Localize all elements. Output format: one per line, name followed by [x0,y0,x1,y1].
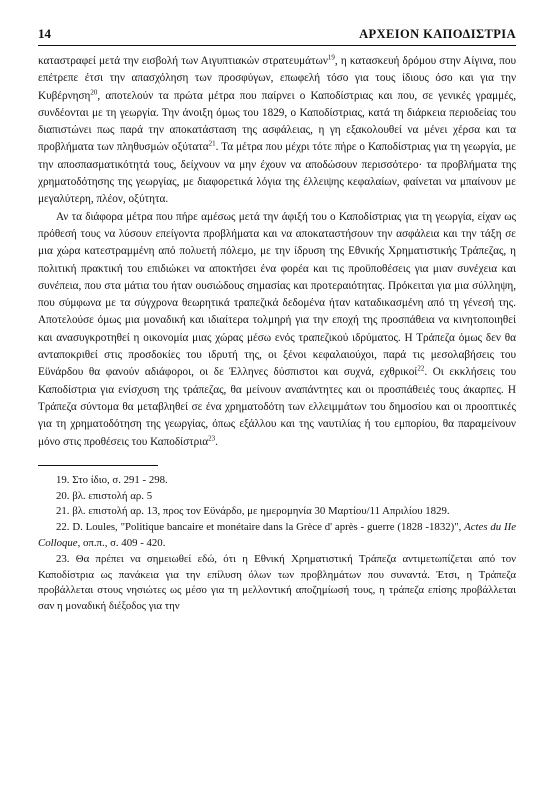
text-run: , οπ.π., σ. 409 - 420. [77,537,166,550]
text-run: , αποτελούν τα πρώτα μέτρα που παίρνει ο Καποδίστριας και που, σε γενικές γραμμές, συνδέονται με τη γεωργία. Την άνοιξη όμως του 1829, ο Καποδίστριας, κατά τη διάρκεια περιοδείας του διαπιστώνει πως παρά την αποκατάσταση της ασφάλειας, η γη εξακολουθεί να μένει χέρσα και τα προβλήματα των πληθυσμών οξύτατα [38,89,516,154]
page-number: 14 [38,26,51,41]
footnote-ref-22: 22 [417,364,425,373]
footnote-19: 19. Στο ίδιο, σ. 291 - 298. [56,473,168,486]
body-text [38,53,516,451]
body-paragraph-2 [38,209,516,451]
text-run: . Τα μέτρα που μέχρι τότε πήρε ο Καποδίστριας για τη γεωργία, με την αποσπασματικότητά τους, δείχνουν να μην έχουν να αποδώσουν περισσότερο· τα προβλήματα της χρηματοδότησης της γεωργίας, με διαφορετικά λόγια της έλλειψης κεφαλαίων, φαίνεται να μπαίνουν με μεγαλύτερη, πλέον, οξύτητα. [38,141,516,206]
footnote-ref-21: 21 [208,139,216,148]
italic-title: Actes du IIe Colloque [38,521,516,550]
text-run: Αν τα διάφορα μέτρα που πήρε αμέσως μετά την άφιξή του ο Καποδίστριας για τη γεωργία, είχαν ως πρόθεσή τους να λύσουν επείγοντα προβλήματα και να αποκαταστήσουν την ασφάλεια και την τάξη σε μια χώρα κατεστραμμένη από πολυετή πόλεμο, με την ίδρυση της Εθνικής Χρηματιστικής Τράπεζας, η πολιτική πρακτική του επιδιώκει να αποκτήσει ένα φορέα και τις προϋποθέσεις για μιαν συνέχεια και συνέπεια, που στα μάτια του ήταν ουσιώδους σημασίας και προτεραιότητας. Πρόκειται για μια σύλληψη, που σύμφωνα με τα σύγχρονα θεωρητικά τραπεζικά δεδομένα ήταν καταδικασμένη από τη γένεσή της. Αποτελούσε όμως μια μοναδική και ιδιαίτερα τολμηρή για την εποχή της προσπάθεια να κινητοποιηθεί και ανασυγκροτηθεί η οικονομία μιας χώρας μέσω ενός τραπεζικού ιδρύματος. Η Τράπεζα όμως δεν θα ανταποκριθεί στις προσδοκίες του ιδρυτή της, οι ξένοι κεφαλαιούχοι, παρά τις μεσολαβήσεις του Εϋνάρδου θα φανούν αδιάφοροι, οι δε Έλληνες δύσπιστοι και συχνά, εχθρικοί [38,210,516,379]
footnote-21: 21. βλ. επιστολή αρ. 13, προς τον Εϋνάρδο, με ημερομηνία 30 Μαρτίου/11 Απριλίου 1829. [56,505,450,518]
text-run: 22. D. Loules, "Politique bancaire et monétaire dans la Grèce d' après - guerre (1828 -1832)", [56,521,465,534]
text-run: . Οι εκκλήσεις του Καποδίστρια για ενίσχυση της τράπεζας, θα μείνουν αναπάντητες και οι προσπάθειές τους άκαρπες. Η Τράπεζα σύντομα θα μεταβληθεί σε ένα χρηματοδότη των ελλειμμάτων του δημοσίου και οι προοπτικές για τη χρηματοδότηση της γεωργίας, όπως εξάλλου και της ναυτιλίας ή του εμπορίου, θα παραμείνουν μόνο στις προθέσεις του Καποδίστρια [38,366,516,448]
footnote-23: 23. Θα πρέπει να σημειωθεί εδώ, ότι η Εθνική Χρηματιστική Τράπεζα αντιμετωπίζεται από τον Καποδίστρια ως πανάκεια για την επίλυση όλων των προβλημάτων που συναντά. Έτσι, η Τράπεζα προβάλλεται στους νησιώτες ως μέσο για τη μελλοντική αποζημίωσή τους, η τράπεζα επίσης προβάλλεται σαν η μοναδική διέξοδος για την [38,552,516,613]
footnote-20: 20. βλ. επιστολή αρ. 5 [56,489,153,502]
text-run: , η κατασκευή δρόμου στην Αίγινα, που επέτρεπε έτσι την απασχόληση των προσφύγων, επωφελή τόσο για τους ίδιους όσο και για την Κυβέρνηση [38,55,516,102]
text-run: καταστραφεί μετά την εισβολή των Αιγυπτιακών στρατευμάτων [38,55,328,67]
footnotes [38,473,516,615]
running-title: ΑΡΧΕΙΟΝ ΚΑΠΟΔΙΣΤΡΙΑ [359,27,516,41]
footnote-ref-19: 19 [327,53,335,62]
footnote-divider [38,465,158,466]
text-run: . [215,435,218,448]
body-paragraph-1 [38,53,516,209]
footnote-ref-23: 23 [208,433,216,442]
footnote-22 [38,520,516,552]
page-header [38,26,516,46]
footnote-ref-20: 20 [90,87,98,96]
